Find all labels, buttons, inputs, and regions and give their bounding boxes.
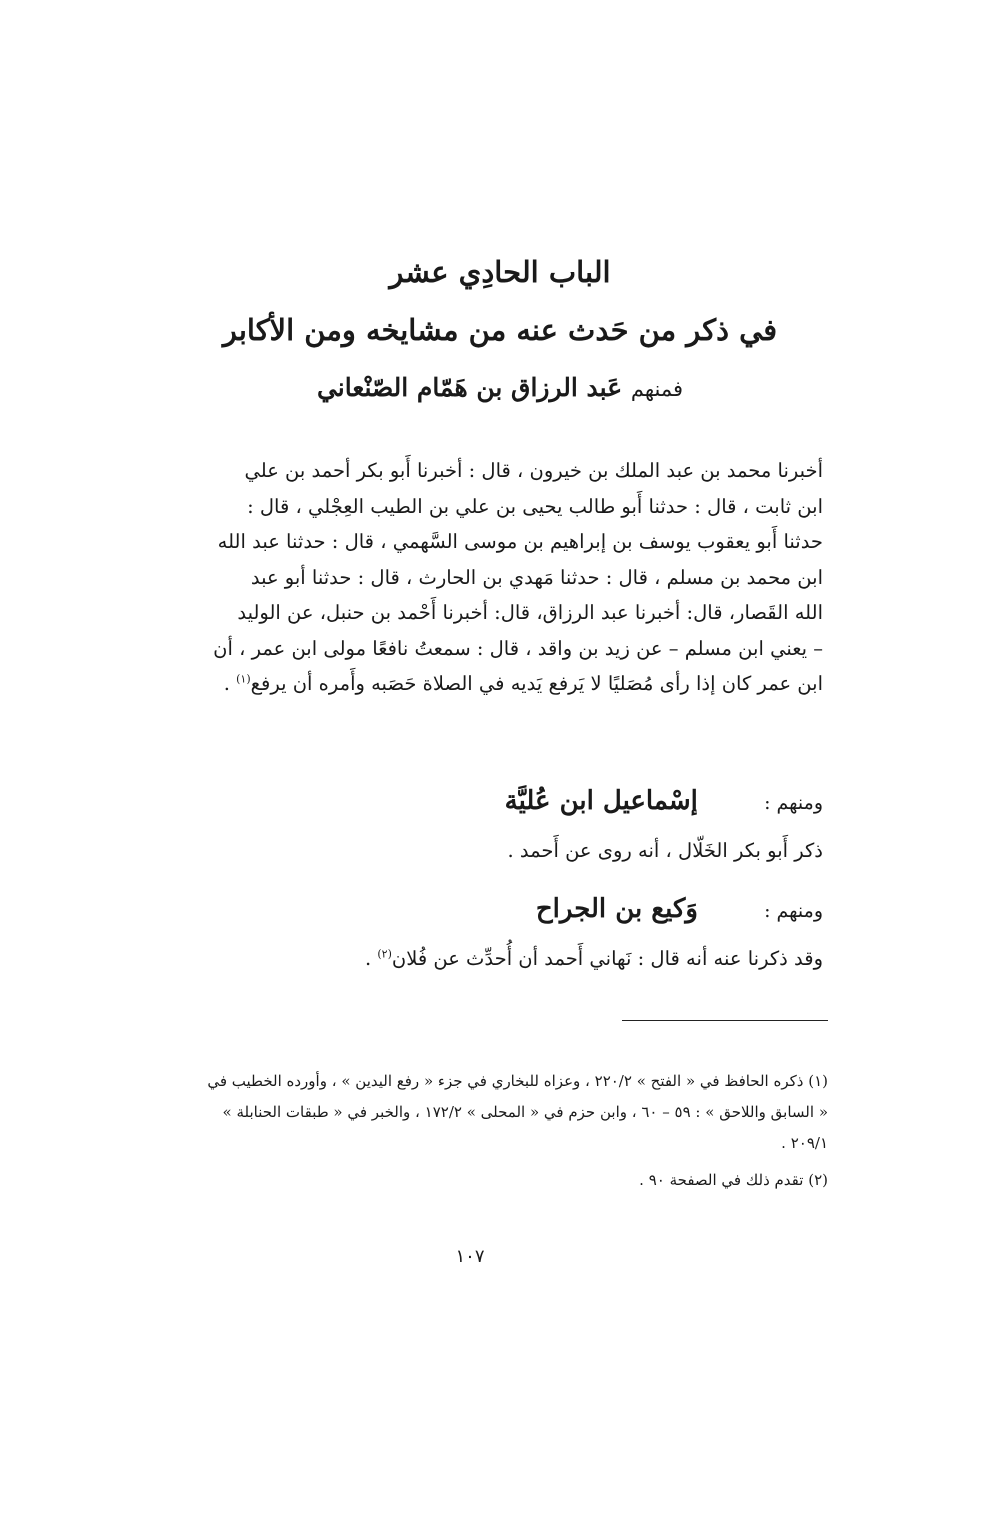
- entry-text-line: [163, 942, 823, 976]
- footnote-ref: (٢): [377, 947, 392, 961]
- entry-name: وَكيع بن الجراح: [535, 894, 698, 924]
- entry-label: ومنهم :: [764, 792, 823, 814]
- section-prefix: فمنهم: [630, 377, 684, 401]
- chapter-subtitle: في ذكر من حَدث عنه من مشايخه ومن الأكابر: [222, 313, 778, 347]
- chapter-title: الباب الحادِي عشر: [389, 255, 611, 289]
- entry-heading: [323, 778, 823, 824]
- paragraph-line: حدثنا أَبو يعقوب يوسف بن إبراهيم بن موسى السَّهمي ، قال : حدثنا عبد الله: [217, 530, 823, 553]
- heading-block: [140, 248, 860, 410]
- paragraph-end: .: [223, 672, 237, 695]
- footnote-line: (١) ذكره الحافظ في « الفتح » ٢٢٠/٢ ، وعزاه للبخاري في جزء « رفع اليدين » ، وأورده الخطيب في: [207, 1072, 828, 1090]
- entry-text: وقد ذكرنا عنه أنه قال : نَهاني أَحمد أن أُحدِّث عن فُلان: [391, 947, 823, 970]
- entry-label: ومنهم :: [764, 900, 823, 922]
- paragraph-line: ابن عمر كان إذا رأى مُصَليًا لا يَرفع يَديه في الصلاة حَصَبه وأَمره أن يرفع: [250, 672, 823, 695]
- footnote-line: (٢) تقدم ذلك في الصفحة ٩٠ .: [639, 1171, 828, 1189]
- footnote-separator: [622, 1020, 828, 1021]
- page-number: ١٠٧: [455, 1246, 485, 1267]
- paragraph-line: أخبرنا محمد بن عبد الملك بن خيرون ، قال : أخبرنا أَبو بكر أحمد بن علي: [244, 459, 823, 482]
- paragraph-line: – يعني ابن مسلم – عن زيد بن واقد ، قال : سمعتُ نافعًا مولى ابن عمر ، أن: [213, 636, 823, 660]
- paragraph-line-last: [153, 666, 823, 702]
- entry-text: ذكر أَبو بكر الخَلّال ، أنه روى عن أَحمد .: [507, 839, 823, 862]
- entry-name: إسْماعيل ابن عُليَّة: [504, 786, 698, 816]
- entry-text-end: .: [364, 947, 378, 970]
- footnote-line: « السابق واللاحق » : ٥٩ – ٦٠ ، وابن حزم في « المحلى » ١٧٢/٢ ، والخبر في « طبقات الحنابلة »: [222, 1103, 828, 1121]
- section-name: عَبد الرزاق بن هَمّام الصّنْعاني: [316, 373, 623, 402]
- paragraph-line: ابن ثابت ، قال : حدثنا أَبو طالب يحيى بن علي بن الطيب العِجْلي ، قال :: [247, 494, 823, 518]
- paragraph-line: ابن محمد بن مسلم ، قال : حدثنا مَهدي بن الحارث ، قال : حدثنا أبو عبد: [250, 565, 823, 589]
- section-heading: [140, 366, 860, 410]
- paragraph-line: الله القَصار، قال: أخبرنا عبد الرزاق، قال: أخبرنا أَحْمد بن حنبل، عن الوليد: [237, 601, 823, 624]
- footnote-ref: (١): [236, 672, 251, 686]
- entry-heading: [323, 886, 823, 932]
- footnote-line: ٢٠٩/١ .: [781, 1134, 828, 1152]
- main-paragraph: [153, 453, 823, 702]
- footnotes: [152, 1066, 828, 1196]
